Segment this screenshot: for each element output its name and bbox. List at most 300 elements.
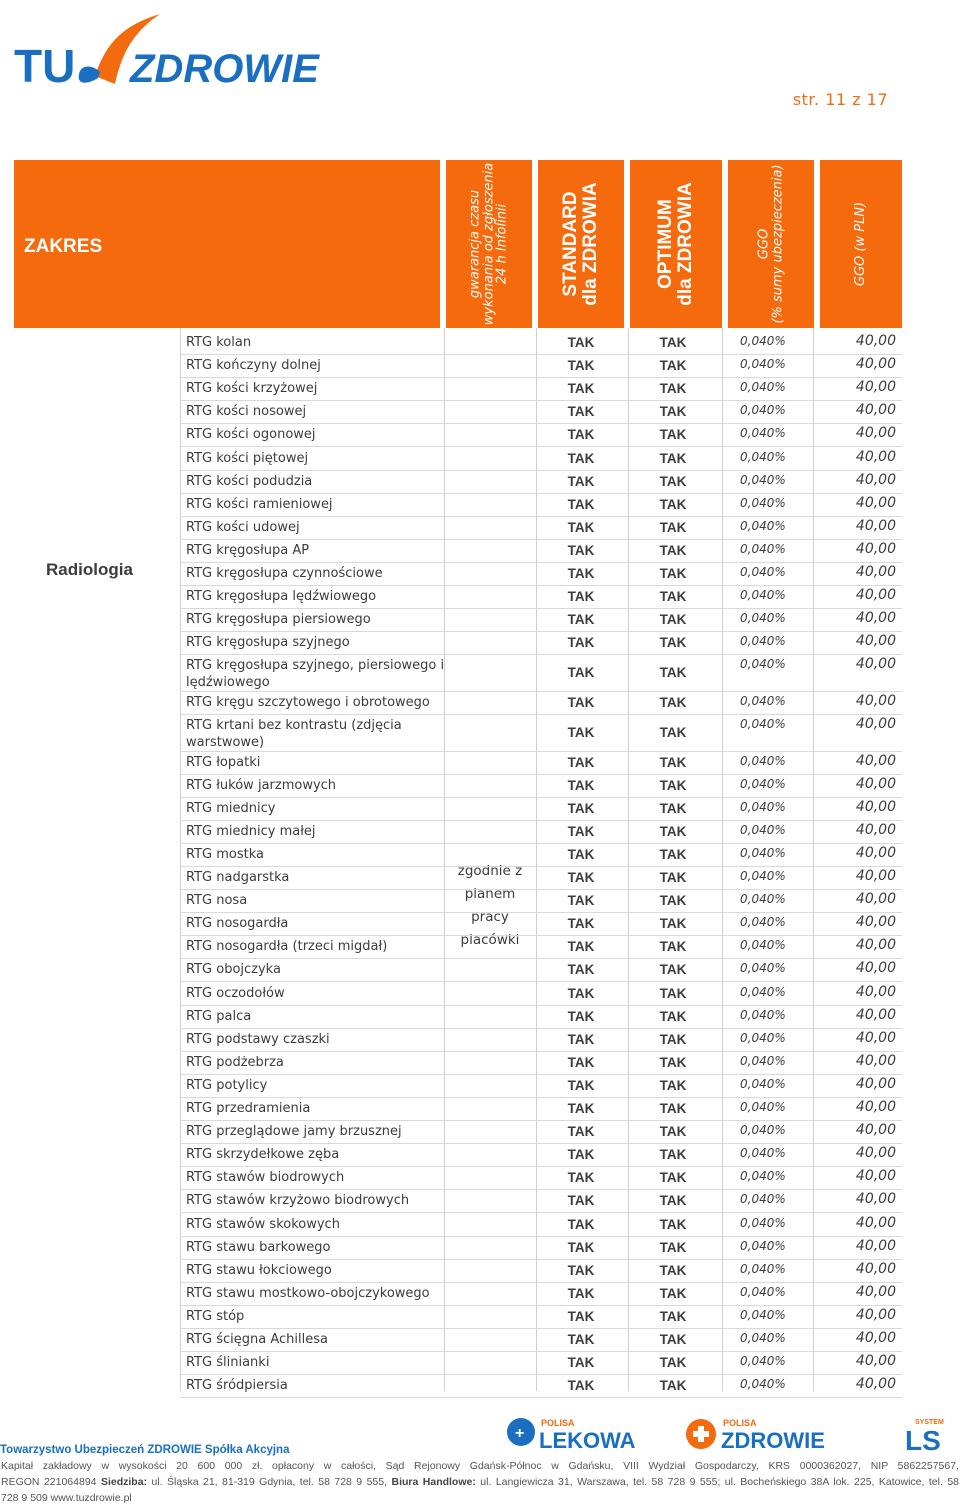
row-standard: TAK — [567, 1124, 595, 1140]
svg-text:TU: TU — [14, 40, 76, 92]
row-optimum: TAK — [659, 1170, 687, 1186]
row-name: RTG kości ogonowej — [186, 427, 316, 443]
row-standard: TAK — [567, 1077, 595, 1093]
row-ggo-pln: 40,00 — [855, 1260, 896, 1277]
row-name: RTG stawów biodrowych — [186, 1170, 345, 1186]
row-ggo-percent: 0,040% — [740, 1284, 786, 1299]
row-standard: TAK — [567, 1031, 595, 1047]
page-number: str. 11 z 17 — [792, 90, 888, 109]
row-optimum: TAK — [659, 404, 687, 420]
svg-text:ZDROWIE: ZDROWIE — [721, 1428, 825, 1453]
row-ggo-percent: 0,040% — [740, 357, 786, 372]
table-row — [180, 562, 902, 586]
row-name: RTG łuków jarzmowych — [186, 777, 337, 793]
header-standard-cell — [538, 160, 624, 328]
row-standard: TAK — [567, 916, 595, 932]
row-ggo-percent: 0,040% — [740, 1100, 786, 1114]
header-standard: STANDARD dla ZDROWIA — [560, 182, 601, 306]
row-name: RTG kręgosłupa szyjnego — [186, 635, 350, 651]
row-standard: TAK — [567, 542, 595, 558]
table-row — [180, 691, 902, 715]
table-row — [180, 1213, 902, 1237]
header-gwarancja: gwarancja czasu wykonania od zgłoszenia 24 h Infolinii — [467, 162, 510, 326]
table-row — [180, 1166, 902, 1190]
row-optimum: TAK — [659, 1262, 687, 1278]
row-standard: TAK — [567, 1008, 595, 1024]
row-name: RTG nosogardła — [186, 916, 289, 932]
row-ggo-percent: 0,040% — [740, 822, 786, 837]
table-row — [180, 1028, 902, 1052]
row-standard: TAK — [567, 823, 595, 839]
row-standard: TAK — [567, 1216, 595, 1232]
row-standard: TAK — [567, 519, 595, 535]
row-ggo-pln: 40,00 — [855, 656, 896, 673]
table-row — [180, 1074, 902, 1098]
table-row — [180, 843, 902, 867]
row-ggo-pln: 40,00 — [855, 1099, 896, 1115]
row-name: RTG nosogardła (trzeci migdał) — [186, 939, 388, 955]
row-ggo-percent: 0,040% — [740, 984, 786, 999]
row-optimum: TAK — [659, 635, 687, 651]
row-ggo-pln: 40,00 — [855, 1122, 896, 1139]
row-ggo-percent: 0,040% — [740, 1169, 786, 1184]
row-ggo-pln: 40,00 — [855, 633, 896, 650]
table-header — [14, 160, 902, 328]
table-row — [180, 354, 902, 378]
row-standard: TAK — [567, 612, 595, 628]
row-ggo-percent: 0,040% — [740, 753, 786, 768]
row-ggo-percent: 0,040% — [740, 403, 786, 418]
row-name: RTG podżebrza — [186, 1054, 284, 1070]
row-ggo-pln: 40,00 — [855, 775, 896, 792]
row-name: RTG stóp — [186, 1308, 245, 1324]
row-ggo-percent: 0,040% — [740, 472, 786, 487]
row-ggo-pln: 40,00 — [855, 1052, 896, 1069]
row-ggo-percent: 0,040% — [740, 961, 786, 976]
row-ggo-pln: 40,00 — [855, 868, 896, 884]
row-name: RTG kości podudzia — [186, 473, 313, 489]
row-ggo-pln: 40,00 — [855, 379, 896, 396]
row-name: RTG kości krzyżowej — [186, 381, 318, 397]
row-name: RTG krtani bez kontrastu (zdjęcia warstwowe) — [186, 718, 402, 750]
row-ggo-pln: 40,00 — [855, 1006, 896, 1023]
row-ggo-pln: 40,00 — [855, 471, 896, 488]
row-ggo-pln: 40,00 — [855, 1353, 896, 1370]
row-standard: TAK — [567, 846, 595, 862]
header-ggo-pln: GGO (w PLN) — [853, 201, 869, 287]
footer-line-1: Kapitał zakładowy w wysokości 20 600 000 zł. opłacony w całości, Sąd Rejonowy Gdańsk-Północ w Gdańsku, VIII Wydział Gospodarczy, KRS 0000362027, NIP 5862257567, — [1, 1460, 959, 1472]
row-ggo-pln: 40,00 — [855, 1145, 896, 1162]
row-standard: TAK — [567, 496, 595, 512]
row-optimum: TAK — [659, 473, 687, 489]
row-ggo-pln: 40,00 — [855, 752, 896, 769]
row-ggo-percent: 0,040% — [740, 1192, 786, 1207]
table-row — [180, 400, 902, 424]
row-name: RTG palca — [186, 1008, 252, 1024]
row-ggo-percent: 0,040% — [740, 518, 786, 533]
row-name: RTG stawu barkowego — [186, 1239, 331, 1255]
row-optimum: TAK — [659, 725, 687, 740]
row-ggo-pln: 40,00 — [855, 425, 896, 442]
row-optimum: TAK — [659, 754, 687, 770]
row-standard: TAK — [567, 1170, 595, 1186]
row-optimum: TAK — [659, 916, 687, 932]
row-standard: TAK — [567, 985, 595, 1001]
row-ggo-pln: 40,00 — [855, 1075, 896, 1092]
header-zakres-cell — [14, 160, 440, 328]
row-ggo-pln: 40,00 — [855, 356, 896, 373]
row-optimum: TAK — [659, 846, 687, 862]
row-ggo-percent: 0,040% — [740, 915, 786, 930]
row-name: RTG miednicy — [186, 800, 276, 816]
row-standard: TAK — [567, 566, 595, 581]
row-optimum: TAK — [659, 358, 687, 374]
row-ggo-pln: 40,00 — [855, 517, 896, 534]
row-optimum: TAK — [659, 1147, 687, 1163]
row-standard: TAK — [567, 1262, 595, 1278]
svg-text:SYSTEM: SYSTEM — [915, 1419, 944, 1426]
row-optimum: TAK — [659, 542, 687, 558]
table-row — [180, 331, 902, 355]
row-standard: TAK — [567, 893, 595, 909]
table-row — [180, 889, 902, 913]
row-name: RTG miednicy małej — [186, 823, 316, 839]
row-optimum: TAK — [659, 985, 687, 1001]
row-ggo-percent: 0,040% — [740, 892, 786, 907]
table-row — [180, 608, 902, 632]
row-name: RTG obojczyka — [186, 962, 281, 978]
table-row — [180, 1097, 902, 1121]
table-row — [180, 935, 902, 959]
row-optimum: TAK — [659, 870, 687, 885]
table-row — [180, 493, 902, 517]
table-row — [180, 631, 902, 655]
row-ggo-pln: 40,00 — [855, 402, 896, 419]
table-row — [180, 1236, 902, 1260]
row-ggo-percent: 0,040% — [740, 334, 786, 348]
table-row — [180, 1374, 902, 1398]
row-standard: TAK — [567, 427, 595, 443]
row-name: RTG stawów krzyżowo biodrowych — [186, 1193, 410, 1209]
table-row — [180, 982, 902, 1006]
row-ggo-pln: 40,00 — [855, 1376, 896, 1393]
row-standard: TAK — [567, 939, 595, 955]
row-ggo-pln: 40,00 — [855, 1237, 896, 1254]
svg-text:POLISA: POLISA — [541, 1418, 575, 1428]
row-optimum: TAK — [659, 1332, 687, 1347]
row-name: RTG kości nosowej — [186, 404, 307, 420]
row-standard: TAK — [567, 1378, 595, 1394]
table-row — [180, 1305, 902, 1329]
row-name: RTG kości udowej — [186, 519, 300, 535]
row-name: RTG nosa — [186, 893, 248, 909]
row-standard: TAK — [567, 800, 595, 816]
row-ggo-percent: 0,040% — [740, 449, 786, 464]
header-ggo-pln-cell — [820, 160, 902, 328]
category-label: Radiologia — [46, 560, 133, 579]
row-ggo-percent: 0,040% — [740, 611, 786, 626]
row-ggo-percent: 0,040% — [740, 588, 786, 603]
row-standard: TAK — [567, 777, 595, 793]
row-ggo-percent: 0,040% — [740, 869, 786, 883]
table-row — [180, 1005, 902, 1029]
header-gwarancja-cell — [446, 160, 532, 328]
header-ggo-pct: GGO (% sumy ubezpieczenia) — [756, 164, 785, 324]
row-ggo-percent: 0,040% — [740, 1377, 786, 1392]
row-optimum: TAK — [659, 1193, 687, 1209]
row-ggo-pln: 40,00 — [855, 1214, 896, 1231]
row-ggo-percent: 0,040% — [740, 380, 786, 395]
row-ggo-percent: 0,040% — [740, 1238, 786, 1253]
footer-line-3: 728 9 509 www.tuzdrowie.pl — [1, 1492, 132, 1504]
row-standard: TAK — [567, 358, 595, 374]
row-ggo-pln: 40,00 — [855, 587, 896, 604]
row-name: RTG stawów skokowych — [186, 1216, 340, 1232]
row-ggo-percent: 0,040% — [740, 1146, 786, 1161]
header-optimum: OPTIMUM dla ZDROWIA — [655, 182, 696, 306]
row-name: RTG potylicy — [186, 1077, 268, 1093]
row-optimum: TAK — [659, 1239, 687, 1255]
row-ggo-percent: 0,040% — [740, 495, 786, 510]
row-optimum: TAK — [659, 893, 687, 909]
row-ggo-pln: 40,00 — [855, 937, 896, 954]
row-ggo-pln: 40,00 — [855, 448, 896, 465]
svg-text:LS: LS — [905, 1425, 941, 1454]
row-ggo-percent: 0,040% — [740, 1076, 786, 1091]
row-ggo-pln: 40,00 — [855, 960, 896, 977]
table-row — [180, 470, 902, 494]
table-row — [180, 516, 902, 540]
row-name: RTG kolan — [186, 335, 252, 350]
row-name: RTG ścięgna Achillesa — [186, 1332, 328, 1347]
row-name: RTG kręgosłupa piersiowego — [186, 612, 371, 628]
table-row — [180, 377, 902, 401]
row-ggo-pln: 40,00 — [855, 821, 896, 838]
row-optimum: TAK — [659, 519, 687, 535]
row-ggo-percent: 0,040% — [740, 1007, 786, 1022]
row-ggo-pln: 40,00 — [855, 798, 896, 815]
row-ggo-pln: 40,00 — [855, 1029, 896, 1046]
svg-text:POLISA: POLISA — [723, 1418, 757, 1428]
row-ggo-percent: 0,040% — [740, 565, 786, 579]
footer — [0, 1442, 960, 1506]
row-standard: TAK — [567, 1193, 595, 1209]
row-name: RTG kości ramieniowej — [186, 496, 333, 512]
table-row — [180, 1282, 902, 1306]
row-ggo-percent: 0,040% — [740, 541, 786, 556]
row-ggo-percent: 0,040% — [740, 1053, 786, 1068]
table-row — [180, 797, 902, 821]
row-name: RTG łopatki — [186, 754, 261, 770]
row-standard: TAK — [567, 1308, 595, 1324]
row-standard: TAK — [567, 1101, 595, 1116]
row-optimum: TAK — [659, 939, 687, 955]
table-row — [180, 1328, 902, 1352]
table-row — [180, 820, 902, 844]
row-ggo-percent: 0,040% — [740, 657, 786, 672]
row-ggo-percent: 0,040% — [740, 634, 786, 649]
row-name: RTG ślinianki — [186, 1355, 270, 1371]
row-ggo-pln: 40,00 — [855, 1306, 896, 1323]
table-row — [180, 1351, 902, 1375]
row-name: RTG mostka — [186, 846, 264, 862]
row-ggo-percent: 0,040% — [740, 1331, 786, 1345]
row-name: RTG oczodołów — [186, 985, 285, 1001]
table-row — [180, 912, 902, 936]
row-optimum: TAK — [659, 1216, 687, 1232]
row-ggo-pln: 40,00 — [855, 540, 896, 557]
row-ggo-pln: 40,00 — [855, 983, 896, 1000]
row-ggo-percent: 0,040% — [740, 1354, 786, 1369]
row-optimum: TAK — [659, 962, 687, 978]
table-row — [180, 1189, 902, 1213]
row-name: RTG kręgosłupa czynnościowe — [186, 566, 383, 581]
row-optimum: TAK — [659, 1008, 687, 1024]
row-optimum: TAK — [659, 823, 687, 839]
row-standard: TAK — [567, 665, 595, 681]
row-optimum: TAK — [659, 381, 687, 397]
row-optimum: TAK — [659, 1054, 687, 1070]
row-standard: TAK — [567, 450, 595, 466]
row-standard: TAK — [567, 1147, 595, 1163]
row-standard: TAK — [567, 1054, 595, 1070]
row-optimum: TAK — [659, 1378, 687, 1394]
row-ggo-percent: 0,040% — [740, 1030, 786, 1045]
row-ggo-pln: 40,00 — [855, 1283, 896, 1300]
row-ggo-percent: 0,040% — [740, 1307, 786, 1322]
row-name: RTG stawu łokciowego — [186, 1262, 332, 1278]
row-optimum: TAK — [659, 427, 687, 443]
row-ggo-pln: 40,00 — [855, 1330, 896, 1346]
row-ggo-percent: 0,040% — [740, 776, 786, 791]
row-optimum: TAK — [659, 1031, 687, 1047]
row-name: RTG kości piętowej — [186, 450, 309, 466]
row-name: RTG stawu mostkowo-obojczykowego — [186, 1285, 430, 1301]
row-ggo-percent: 0,040% — [740, 1215, 786, 1230]
svg-text:LEKOWA: LEKOWA — [539, 1428, 636, 1453]
table-row — [180, 958, 902, 982]
header-ggo-pct-cell — [728, 160, 814, 328]
row-name: RTG podstawy czaszki — [186, 1031, 330, 1047]
row-standard: TAK — [567, 725, 595, 740]
row-standard: TAK — [567, 381, 595, 397]
svg-text:ZDROWIE: ZDROWIE — [130, 47, 319, 91]
svg-text:+: + — [515, 1425, 525, 1442]
header-zakres: ZAKRES — [24, 236, 103, 257]
row-ggo-pln: 40,00 — [855, 494, 896, 511]
row-standard: TAK — [567, 754, 595, 770]
row-name: RTG kręgosłupa AP — [186, 542, 310, 558]
row-name: RTG przeglądowe jamy brzusznej — [186, 1124, 402, 1140]
row-optimum: TAK — [659, 665, 687, 681]
row-ggo-pln: 40,00 — [855, 914, 896, 931]
row-ggo-percent: 0,040% — [740, 693, 786, 708]
table-row — [180, 774, 902, 798]
row-standard: TAK — [567, 1332, 595, 1347]
row-optimum: TAK — [659, 1285, 687, 1301]
row-name: RTG skrzydełkowe zęba — [186, 1147, 340, 1163]
row-optimum: TAK — [659, 800, 687, 816]
row-name: RTG nadgarstka — [186, 870, 290, 885]
footer-line-2: REGON 221064894 Siedziba: ul. Śląska 21, 81-319 Gdynia, tel. 58 728 9 555, Biura Handlowe: ul. Langiewicza 31, Warszawa, tel. 58 728 9 555; ul. Bocheńskiego 38A lok. 225, Katowice, tel. 58 — [1, 1476, 960, 1488]
row-optimum: TAK — [659, 450, 687, 466]
table-row — [180, 1143, 902, 1167]
header-optimum-cell — [630, 160, 722, 328]
row-name: RTG kręgu szczytowego i obrotowego — [186, 694, 430, 710]
row-standard: TAK — [567, 1285, 595, 1301]
row-optimum: TAK — [659, 777, 687, 793]
row-optimum: TAK — [659, 1355, 687, 1371]
table-row — [180, 1120, 902, 1144]
row-name: RTG kręgosłupa lędźwiowego — [186, 589, 377, 605]
row-ggo-pln: 40,00 — [855, 716, 896, 732]
row-name: RTG śródpiersia — [186, 1378, 288, 1394]
table-row — [180, 539, 902, 563]
row-standard: TAK — [567, 1355, 595, 1371]
row-ggo-percent: 0,040% — [740, 799, 786, 814]
row-standard: TAK — [567, 870, 595, 885]
row-standard: TAK — [567, 694, 595, 710]
row-ggo-pln: 40,00 — [855, 564, 896, 580]
row-optimum: TAK — [659, 496, 687, 512]
row-ggo-pln: 40,00 — [855, 692, 896, 709]
row-optimum: TAK — [659, 1101, 687, 1116]
table-row — [180, 1051, 902, 1075]
gwarancja-note: zgodnie z planem pracy placówki — [457, 863, 523, 948]
row-optimum: TAK — [659, 694, 687, 710]
row-ggo-pln: 40,00 — [855, 1168, 896, 1185]
row-name: RTG kończyny dolnej — [186, 358, 321, 374]
row-standard: TAK — [567, 335, 595, 350]
footer-company: Towarzystwo Ubezpieczeń ZDROWIE Spółka Akcyjna — [0, 1444, 290, 1456]
row-name: RTG przedramienia — [186, 1101, 311, 1116]
row-ggo-percent: 0,040% — [740, 845, 786, 860]
row-standard: TAK — [567, 473, 595, 489]
row-standard: TAK — [567, 635, 595, 651]
row-ggo-percent: 0,040% — [740, 717, 786, 731]
tu-zdrowie-logo — [10, 6, 350, 96]
row-ggo-pln: 40,00 — [855, 333, 896, 349]
row-standard: TAK — [567, 404, 595, 420]
row-optimum: TAK — [659, 566, 687, 581]
row-ggo-pln: 40,00 — [855, 610, 896, 627]
row-ggo-percent: 0,040% — [740, 938, 786, 953]
row-optimum: TAK — [659, 1308, 687, 1324]
row-optimum: TAK — [659, 335, 687, 350]
table-row — [180, 447, 902, 471]
row-standard: TAK — [567, 1239, 595, 1255]
row-optimum: TAK — [659, 612, 687, 628]
row-name: RTG kręgosłupa szyjnego, piersiowego i lędźwiowego — [186, 658, 445, 691]
row-ggo-percent: 0,040% — [740, 1123, 786, 1138]
row-standard: TAK — [567, 589, 595, 605]
row-ggo-pln: 40,00 — [855, 1191, 896, 1208]
row-standard: TAK — [567, 962, 595, 978]
table-row — [180, 714, 902, 752]
row-ggo-pln: 40,00 — [855, 891, 896, 908]
table-row — [180, 585, 902, 609]
table-row — [180, 654, 902, 692]
row-ggo-pln: 40,00 — [855, 844, 896, 861]
row-ggo-percent: 0,040% — [740, 426, 786, 441]
row-optimum: TAK — [659, 1077, 687, 1093]
table-row — [180, 423, 902, 447]
table-row — [180, 1259, 902, 1283]
row-optimum: TAK — [659, 1124, 687, 1140]
table-row — [180, 751, 902, 775]
table-row — [180, 866, 902, 890]
row-optimum: TAK — [659, 589, 687, 605]
